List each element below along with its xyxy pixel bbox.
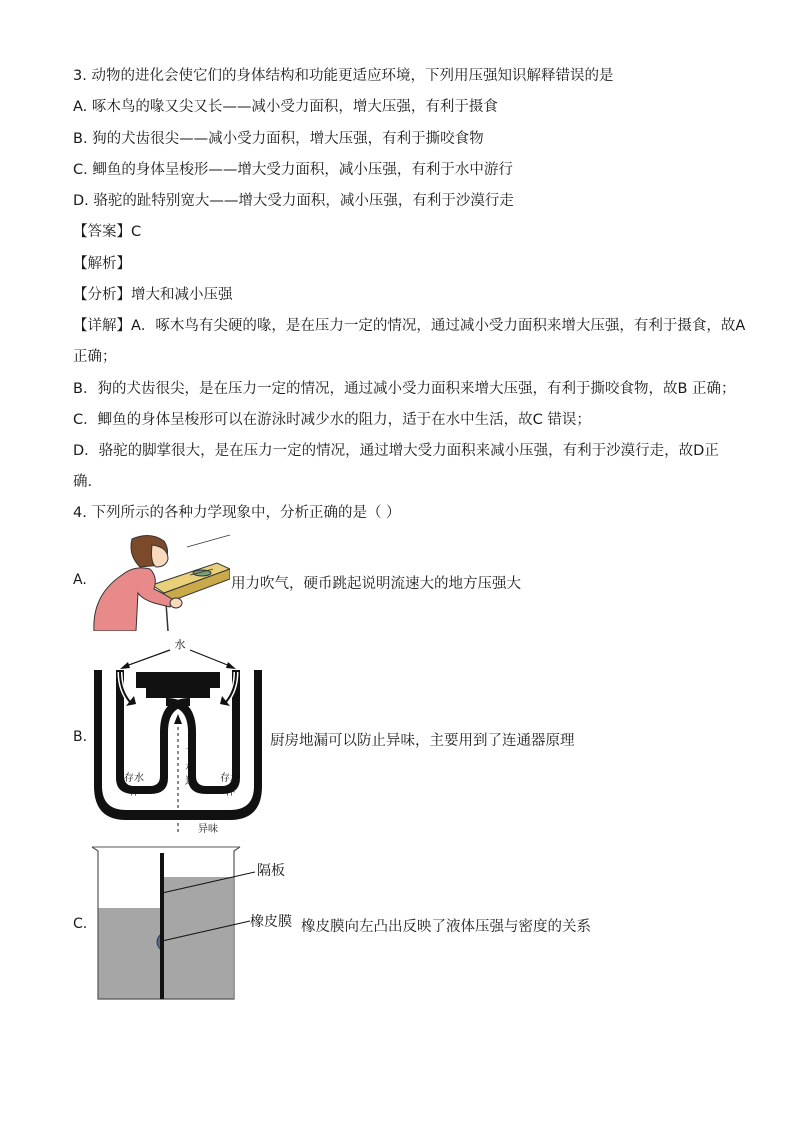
detail-line-4: C．鲫鱼的身体呈梭形可以在游泳时减少水的阻力，适于在水中生活，故C 错误； bbox=[73, 412, 591, 428]
q3-option-d: D. 骆驼的趾特别宽大——增大受力面积，减小压强，有利于沙漠行走 bbox=[73, 193, 514, 209]
right-cup-label-1: 存水 bbox=[220, 773, 240, 784]
detail-tag: 【详解】 bbox=[73, 318, 131, 334]
q3-stem: 3. 动物的进化会使它们的身体结构和功能更适应环境，下列用压强知识解释错误的是 bbox=[73, 68, 614, 84]
left-cup-label-1: 存水 bbox=[124, 773, 144, 784]
detail-line-6: 确． bbox=[73, 474, 102, 490]
q4-stem: 4. 下列所示的各种力学现象中，分析正确的是（ ） bbox=[73, 505, 401, 521]
answer-tag: 【答案】 bbox=[73, 224, 131, 240]
q4-option-b-text: 厨房地漏可以防止异味，主要用到了连通器原理 bbox=[270, 733, 575, 749]
fenxi-tag: 【分析】 bbox=[73, 287, 131, 303]
partition-container-figure bbox=[90, 843, 302, 1003]
q4-option-a-text: 用力吹气，硬币跳起说明流速大的地方压强大 bbox=[231, 576, 521, 592]
q3-option-c: C. 鲫鱼的身体呈梭形——增大受力面积，减小压强，有利于水中游行 bbox=[73, 162, 513, 178]
detail-line-2: 正确； bbox=[73, 349, 117, 365]
answer-line bbox=[73, 222, 141, 242]
detail-line-3: B．狗的犬齿很尖，是在压力一定的情况，通过减小受力面积来增大压强，有利于撕咬食物，故B 正确； bbox=[73, 381, 736, 397]
left-cup-label-2: 杯 bbox=[129, 787, 139, 798]
detail-line-5: D．骆驼的脚掌很大，是在压力一定的情况，通过增大受力面积来减小压强，有利于沙漠行走，故D正 bbox=[73, 443, 719, 459]
drain-label-2: 水 bbox=[185, 762, 195, 773]
odor-label: 异味 bbox=[198, 824, 218, 835]
q4-option-c-letter: C. bbox=[73, 916, 88, 932]
drain-label-3: 道 bbox=[185, 776, 195, 787]
membrane-label: 橡皮膜 bbox=[250, 914, 292, 930]
water-label: 水 bbox=[174, 638, 186, 651]
q3-option-a: A. 啄木鸟的喙又尖又长——减小受力面积，增大压强，有利于摄食 bbox=[73, 99, 498, 115]
q4-option-b-letter: B. bbox=[73, 729, 88, 745]
q4-option-a-letter: A. bbox=[73, 572, 87, 588]
q4-option-c-text: 橡皮膜向左凸出反映了液体压强与密度的关系 bbox=[301, 919, 591, 935]
q3-option-b: B. 狗的犬齿很尖——减小受力面积，增大压强，有利于撕咬食物 bbox=[73, 131, 484, 147]
drain-label-1: 下 bbox=[185, 748, 195, 759]
right-cup-label-2: 杯 bbox=[225, 787, 235, 798]
detail-text-1: A．啄木鸟有尖硬的喙，是在压力一定的情况，通过减小受力面积来增大压强，有利于摄食，故A bbox=[131, 318, 746, 334]
analysis-tag: 【解析】 bbox=[73, 256, 131, 272]
detail-line-1 bbox=[73, 316, 745, 336]
fenxi-text: 增大和减小压强 bbox=[131, 287, 233, 303]
girl-blowing-coin-figure bbox=[92, 533, 230, 631]
floor-drain-figure bbox=[90, 636, 266, 838]
answer-value: C bbox=[131, 224, 142, 240]
partition-label: 隔板 bbox=[257, 863, 285, 879]
fenxi-line bbox=[73, 285, 233, 305]
